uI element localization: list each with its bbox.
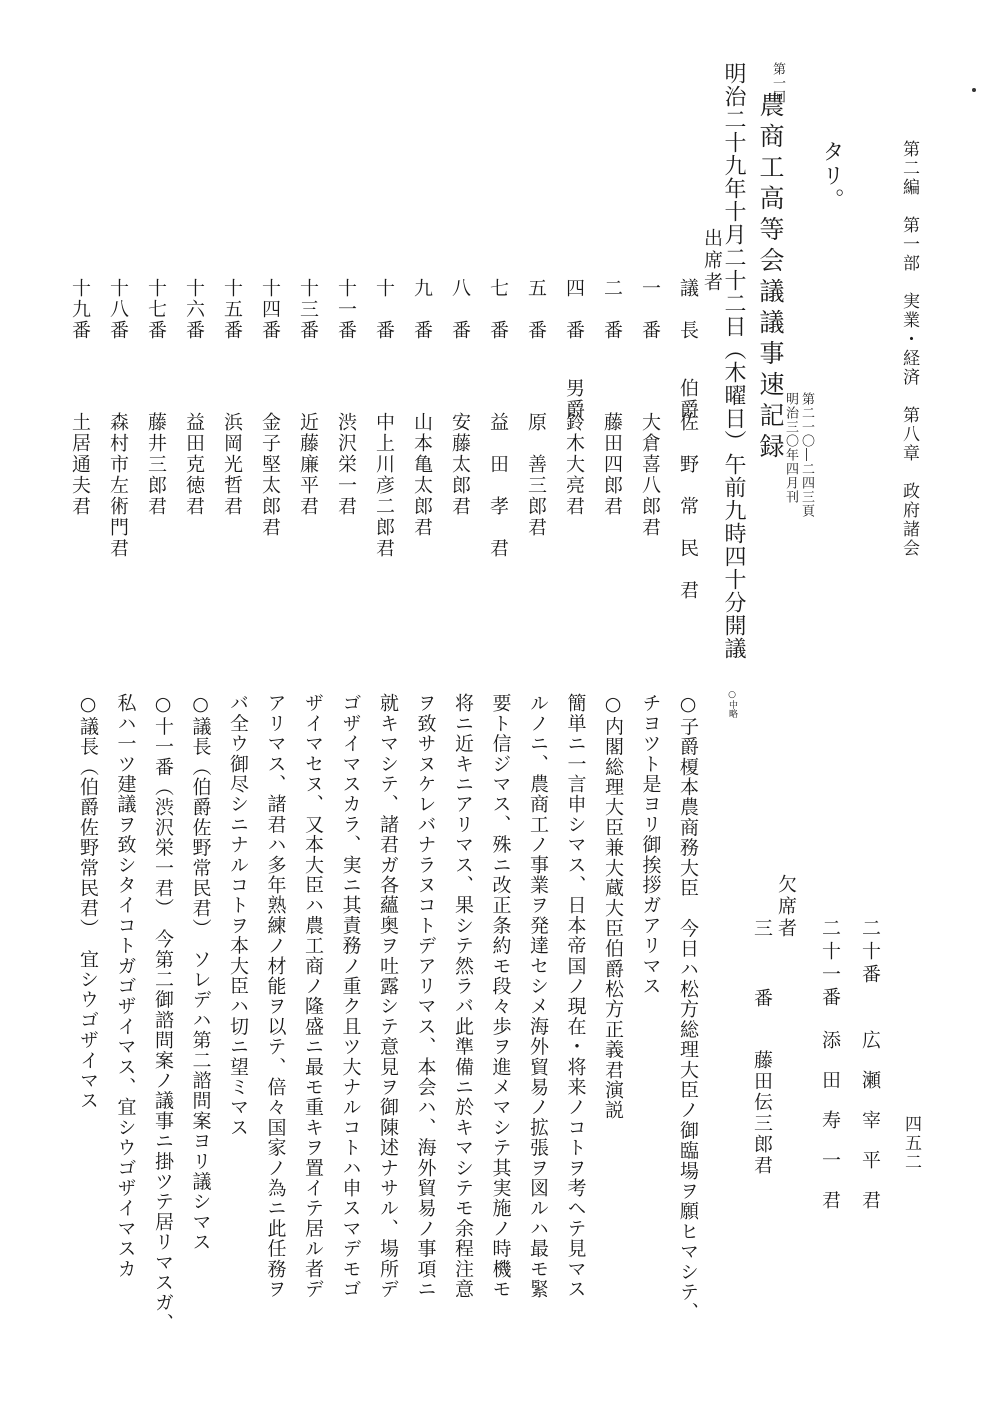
attendee-name: 広 瀬 宰 平 君	[859, 1030, 881, 1210]
attendee-seat: 五 番	[525, 278, 547, 341]
proceedings-line: 簡単ニ一言申シマス、日本帝国ノ現在・将来ノコトヲ考ヘテ見マス	[564, 693, 587, 1299]
attendee-seat: 十五番	[221, 278, 243, 341]
attendee-name: 中上川彦二郎君	[373, 412, 395, 559]
proceedings-line: 就キマシテ、諸君ガ各蘊奥ヲ吐露シテ意見ヲ御陳述ナサル、場所デ	[377, 693, 399, 1299]
attendee-title: 男爵	[563, 378, 585, 420]
source-date: 明治三〇年四月刊	[783, 392, 798, 504]
proceedings-line: ルノニ、農商工ノ事業ヲ発達セシメ海外貿易ノ拡張ヲ図ルハ最モ緊	[527, 693, 549, 1299]
proceedings-line: ○議長（伯爵佐野常民君） ソレデハ第二諮問案ヨリ議シマス	[189, 693, 212, 1253]
attendee-name: 益 田 孝 君	[487, 412, 509, 559]
attendee-name: 山本亀太郎君	[411, 412, 433, 538]
proceedings-line: バ全ウ御尽シニナルコトヲ本大臣ハ切ニ望ミマス	[227, 693, 249, 1138]
attendee-name: 添 田 寿 一 君	[819, 1030, 841, 1210]
carry-over-text: タリ。	[819, 140, 844, 212]
attendee-seat: 四 番	[563, 278, 585, 341]
attendee-name: 浜岡光哲君	[221, 412, 243, 517]
attendee-name: 渋沢栄一君	[335, 412, 357, 517]
attendee-seat: 十六番	[183, 278, 205, 341]
attendee-name: 土居通夫君	[69, 412, 91, 517]
running-header: 第二編 第一部 実業・経済 第八章 政府諸会	[899, 140, 919, 558]
attendee-seat: 二 番	[601, 278, 623, 341]
proceedings-line: 要ト信ジマス、殊ニ改正条約モ段々歩ヲ進メマシテ其実施ノ時機モ	[489, 693, 512, 1299]
title-prefix: 第一回	[770, 62, 785, 104]
session-date: 明治二十九年十月二十二日（木曜日）午前九時四十分開議	[721, 62, 746, 660]
omission-mark: ○中略	[727, 690, 737, 718]
attendee-seat: 十一番	[335, 278, 357, 341]
attendee-seat: 十八番	[107, 278, 129, 341]
attendee-name: 森村市左術門君	[107, 412, 129, 559]
proceedings-line: 将ニ近キニアリマス、果シテ然ラバ此準備ニ於キマシテモ余程注意	[452, 693, 474, 1299]
attendee-seat: 十三番	[297, 278, 319, 341]
proceedings-line: ○十一番（渋沢栄一君） 今第二御諮問案ノ議事ニ掛ツテ居リマスガ、	[152, 693, 174, 1333]
attendee-name: 鈴木大亮君	[563, 412, 585, 517]
absentee-name: 藤田伝三郎君	[751, 1050, 773, 1176]
absentee-seat: 三 番	[751, 918, 773, 1023]
attendee-seat: 十七番	[145, 278, 167, 341]
attendee-name: 藤田四郎君	[601, 412, 623, 517]
proceedings-line: ○内閣総理大臣兼大蔵大臣伯爵松方正義君演説	[602, 693, 624, 1121]
attendee-seat: 七 番	[487, 278, 509, 341]
proceedings-line: 私ハ一ツ建議ヲ致シタイコトガゴザイマス、宜シウゴザイマスカ	[114, 693, 137, 1279]
absent-label: 欠席者	[775, 874, 797, 940]
attendee-seat: 九 番	[411, 278, 433, 341]
session-title: 農商工高等会議議事速記録	[756, 92, 785, 464]
attendee-title: 伯爵	[677, 378, 699, 420]
attendee-name: 佐 野 常 民 君	[677, 412, 699, 601]
attendee-seat: 八 番	[449, 278, 471, 341]
attendee-name: 益田克徳君	[183, 412, 205, 517]
attendee-name: 藤井三郎君	[145, 412, 167, 517]
source-reference	[782, 392, 814, 518]
attendee-seat: 十九番	[69, 278, 91, 341]
attendee-seat: 十 番	[373, 278, 395, 341]
proceedings-line: アリマス、諸君ハ多年熟練ノ材能ヲ以テ、倍々国家ノ為ニ此任務ヲ	[264, 693, 287, 1299]
attendee-seat: 二十番	[859, 918, 881, 987]
attendee-seat: 二十一番	[819, 918, 841, 1010]
page-number: 四五二	[901, 1115, 921, 1172]
proceedings-line: ザイマセヌ、又本大臣ハ農工商ノ隆盛ニ最モ重キヲ置イテ居ル者デ	[302, 693, 324, 1299]
attendee-seat: 十四番	[259, 278, 281, 341]
attendee-name: 大倉喜八郎君	[639, 412, 661, 538]
proceedings-line: ○子爵榎本農商務大臣 今日ハ松方総理大臣ノ御臨場ヲ願ヒマシテ、	[677, 693, 699, 1323]
proceedings-line: チヨツト是ヨリ御挨拶ガアリマス	[639, 693, 662, 996]
attendee-seat: 議 長	[677, 278, 699, 341]
attendee-name: 原 善三郎君	[525, 412, 547, 538]
source-pages: 第二一〇―二四三頁	[799, 392, 814, 518]
stray-mark	[972, 88, 976, 92]
attendee-seat: 一 番	[639, 278, 661, 341]
proceedings-line: ヲ致サヌケレバナラヌコトデアリマス、本会ハ、海外貿易ノ事項ニ	[414, 693, 437, 1299]
proceedings-line: ○議長（伯爵佐野常民君） 宜シウゴザイマス	[77, 693, 99, 1111]
attendee-name: 安藤太郎君	[449, 412, 471, 517]
attendance-label: 出席者	[701, 228, 723, 294]
proceedings-line: ゴザイマスカラ、実ニ其責務ノ重ク且ツ大ナルコトハ申スマデモゴ	[339, 693, 362, 1300]
attendee-name: 近藤廉平君	[297, 412, 319, 517]
attendee-name: 金子堅太郎君	[259, 412, 281, 538]
